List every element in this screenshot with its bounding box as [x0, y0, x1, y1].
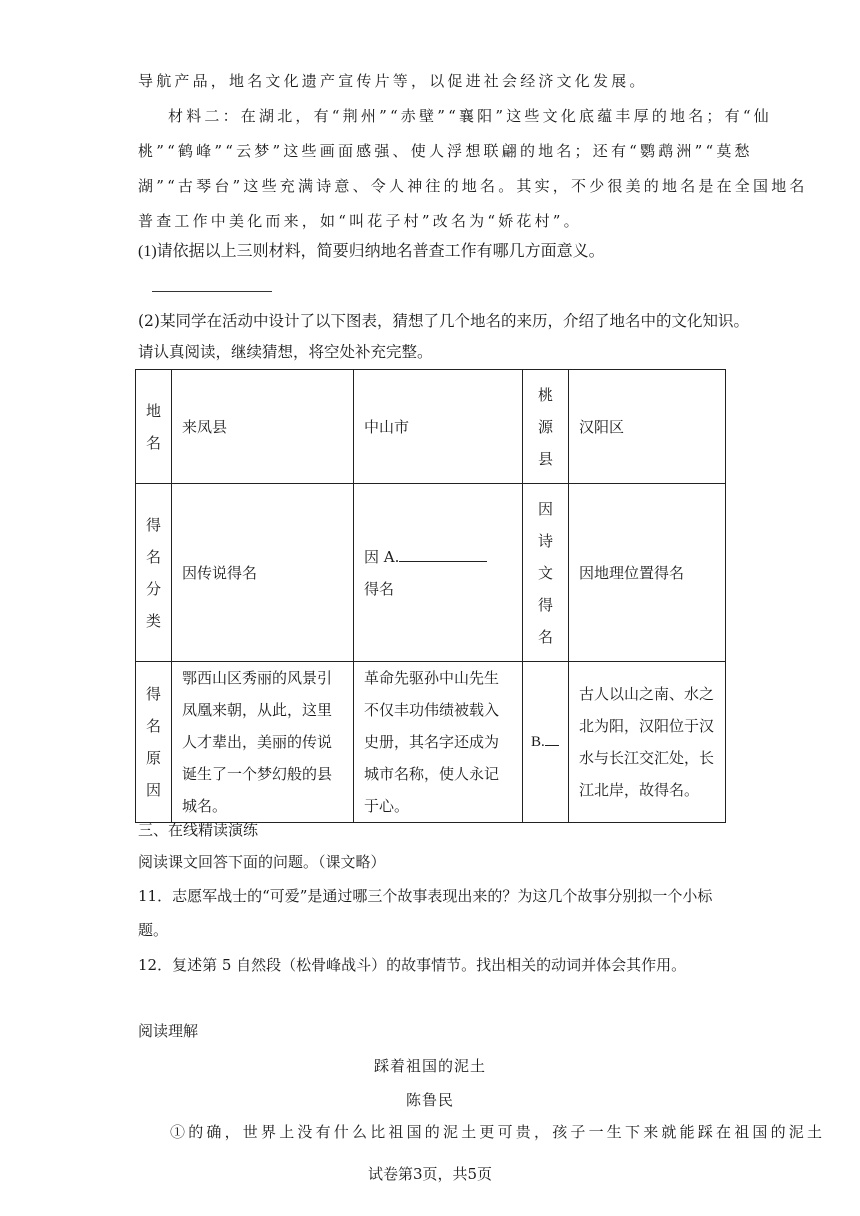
paragraph-line: 普查工作中美化而来，如“叫花子村”改名为“娇花村”。 [138, 212, 582, 230]
category-taoyuan: 因诗文得名 [523, 484, 569, 662]
paragraph-line: 材料二：在湖北，有“荆州”“赤壁”“襄阳”这些文化底蕴丰厚的地名；有“仙 [168, 107, 772, 125]
question-1: (1)请依据以上三则材料，简要归纳地名普查工作有哪几方面意义。 [138, 243, 605, 260]
paragraph-line: 桃”“鹤峰”“云梦”这些画面感强、使人浮想联翩的地名；还有“鹦鹉洲”“莫愁 [138, 142, 753, 160]
blank-b-label: B. [531, 734, 545, 750]
row-label-name: 地名 [136, 370, 172, 484]
category-zhongshan [354, 484, 523, 662]
table-row-names [136, 370, 726, 484]
name-laifeng: 来凤县 [172, 370, 354, 484]
category-laifeng: 因传说得名 [172, 484, 354, 662]
reason-laifeng: 鄂西山区秀丽的风景引凤凰来朝，从此，这里人才辈出，美丽的传说诞生了一个梦幻般的县城名。 [172, 662, 354, 823]
question-2-line: (2)某同学在活动中设计了以下图表，猜想了几个地名的来历，介绍了地名中的文化知识。 [138, 312, 749, 330]
reason-hanyang: 古人以山之南、水之北为阳，汉阳位于汉水与长江交汇处，长江北岸，故得名。 [569, 662, 726, 823]
table-row-reasons [136, 662, 726, 823]
question-2-line: 请认真阅读，继续猜想，将空处补充完整。 [138, 343, 433, 361]
question-12: 12．复述第 5 自然段（松骨峰战斗）的故事情节。找出相关的动词并体会其作用。 [138, 956, 687, 974]
paragraph-line: 湖”“古琴台”这些充满诗意、令人神往的地名。其实，不少很美的地名是在全国地名 [138, 177, 808, 195]
blank-a-label: 因 A. [364, 547, 400, 566]
article-title: 踩着祖国的泥土 [373, 1057, 486, 1075]
category-hanyang: 因地理位置得名 [569, 484, 726, 662]
name-taoyuan: 桃源县 [523, 370, 569, 484]
blank-b[interactable] [545, 729, 559, 746]
row-label-reason: 得名原因 [136, 662, 172, 823]
category-suffix: 得名 [364, 579, 395, 598]
name-zhongshan: 中山市 [354, 370, 523, 484]
blank-a[interactable] [399, 545, 487, 562]
reading-label: 阅读理解 [138, 1022, 199, 1040]
page-footer: 试卷第3页，共5页 [367, 1165, 493, 1183]
article-author: 陈鲁民 [405, 1091, 454, 1109]
row-label-category: 得名分类 [136, 484, 172, 662]
instruction: 阅读课文回答下面的问题。（课文略） [138, 853, 386, 871]
answer-blank-line[interactable] [152, 291, 272, 292]
paragraph-line: 导航产品，地名文化遗产宣传片等，以促进社会经济文化发展。 [138, 72, 648, 90]
name-hanyang: 汉阳区 [569, 370, 726, 484]
question-11-line: 11．志愿军战士的“可爱”是通过哪三个故事表现出来的？为这几个故事分别拟一个小标 [138, 887, 713, 905]
reason-zhongshan: 革命先驱孙中山先生不仅丰功伟绩被载入史册，其名字还成为城市名称，使人永记于心。 [354, 662, 523, 823]
table-row-categories [136, 484, 726, 662]
place-name-table [135, 369, 726, 823]
reason-taoyuan [523, 662, 569, 823]
article-paragraph: ①的确，世界上没有什么比祖国的泥土更可贵，孩子一生下来就能踩在祖国的泥土 [170, 1123, 826, 1141]
section-heading: 三、在线精读演练 [138, 821, 259, 839]
question-11-line: 题。 [138, 921, 169, 939]
